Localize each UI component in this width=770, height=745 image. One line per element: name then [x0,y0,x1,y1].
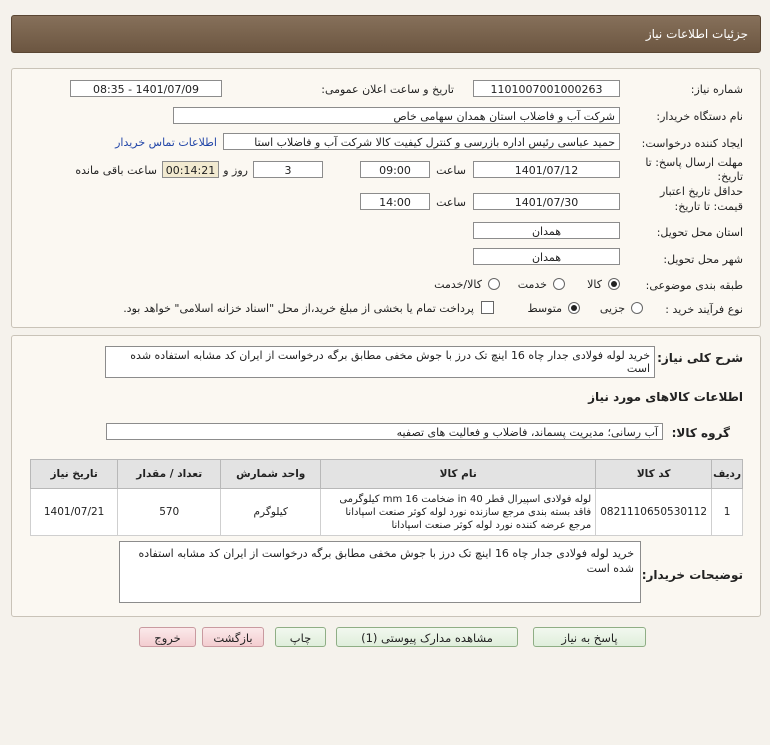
goods-group-field: آب رسانی؛ مدیریت پسماند، فاضلاب و فعالیت های تصفیه [106,423,663,440]
category-option-goods: کالا [587,278,602,291]
payment-note: پرداخت تمام یا بخشی از مبلغ خرید،از محل "اسناد خزانه اسلامی" خواهد بود. [123,302,474,315]
category-radio-service[interactable] [553,278,565,290]
col-date: تاریخ نیاز [31,460,118,489]
process-label: نوع فرآیند خرید : [665,303,743,316]
row-unit: کیلوگرم [221,489,321,536]
buyer-notes-label: توضیحات خریدار: [641,568,743,582]
buyer-org-field: شرکت آب و فاضلاب استان همدان سهامی خاص [173,107,620,124]
row-index: 1 [712,489,743,536]
process-radio-minor[interactable] [631,302,643,314]
validity-time-field: 14:00 [360,193,430,210]
creator-label: ایجاد کننده درخواست: [641,137,743,150]
row-name: لوله فولادی اسپیرال قطر in 40 ضخامت mm 16 کیلوگرمی فاقد بسته بندی مرجع سازنده نورد لوله کوثر صنعت اسپادانا مرجع عرضه کننده نورد لوله کوثر صنعت اسپادانا [321,489,596,536]
exit-button[interactable]: خروج [139,627,196,647]
city-label: شهر محل تحویل: [663,253,743,266]
validity-label-1: حداقل تاریخ اعتبار [659,185,743,198]
goods-table [30,459,743,536]
table-row[interactable] [31,489,743,536]
process-option-minor: جزیی [599,302,625,315]
treasury-checkbox[interactable] [481,301,494,314]
col-name: نام کالا [321,460,596,489]
process-option-medium: متوسط [527,302,562,315]
remaining-label: ساعت باقی مانده [75,164,157,177]
category-option-service: خدمت [517,278,547,291]
remaining-timer: 00:14:21 [162,161,219,178]
row-date: 1401/07/21 [31,489,118,536]
col-unit: واحد شمارش [221,460,321,489]
category-radio-goods-service[interactable] [488,278,500,290]
deadline-date-field: 1401/07/12 [473,161,620,178]
category-option-goods-service: کالا/خدمت [434,278,482,291]
goods-group-label: گروه کالا: [671,426,730,440]
deadline-label-2: تاریخ: [717,170,743,183]
row-code: 0821110650530112 [596,489,712,536]
print-button[interactable]: چاپ [275,627,326,647]
deadline-time-field: 09:00 [360,161,430,178]
validity-date-field: 1401/07/30 [473,193,620,210]
announce-label: تاریخ و ساعت اعلان عمومی: [321,83,454,96]
page-title: جزئیات اطلاعات نیاز [645,27,748,41]
process-radio-medium[interactable] [568,302,580,314]
deadline-label-1: مهلت ارسال پاسخ: تا [645,156,743,169]
contact-buyer-link[interactable]: اطلاعات تماس خریدار [115,136,217,149]
need-number-label: شماره نیاز: [690,83,743,96]
page-header [11,15,761,53]
buyer-notes-text: خرید لوله فولادی جدار چاه 16 اینچ تک درز با جوش مخفی مطابق برگه درخواست از ایران کد مشابه استفاده شده است [119,541,641,603]
days-label: روز و [223,164,248,177]
province-field: همدان [473,222,620,239]
back-button[interactable]: بازگشت [202,627,264,647]
province-label: استان محل تحویل: [656,226,743,239]
summary-text: خرید لوله فولادی جدار چاه 16 اینچ تک درز با جوش مخفی مطابق برگه درخواست از ایران کد مشابه استفاده شده است [105,346,655,378]
creator-field: حمید عباسی رئیس اداره بازرسی و کنترل کیفیت کالا شرکت آب و فاضلاب استا [223,133,620,150]
validity-label-2: قیمت: تا تاریخ: [674,200,743,213]
validity-time-label: ساعت [436,196,466,209]
reply-button[interactable]: پاسخ به نیاز [533,627,646,647]
city-field: همدان [473,248,620,265]
col-index: ردیف [712,460,743,489]
summary-label: شرح کلی نیاز: [657,351,743,365]
goods-table-wrap [30,459,743,536]
category-label: طبقه بندی موضوعی: [645,279,743,292]
announce-field: 1401/07/09 - 08:35 [70,80,222,97]
need-number-field: 1101007001000263 [473,80,620,97]
days-field: 3 [253,161,323,178]
goods-section-title: اطلاعات کالاهای مورد نیاز [588,390,743,404]
col-code: کد کالا [596,460,712,489]
attachments-button[interactable]: مشاهده مدارک پیوستی (1) [336,627,518,647]
deadline-time-label: ساعت [436,164,466,177]
table-header-row [31,460,743,489]
buyer-org-label: نام دستگاه خریدار: [656,110,743,123]
category-radio-goods[interactable] [608,278,620,290]
col-qty: تعداد / مقدار [118,460,221,489]
row-qty: 570 [118,489,221,536]
